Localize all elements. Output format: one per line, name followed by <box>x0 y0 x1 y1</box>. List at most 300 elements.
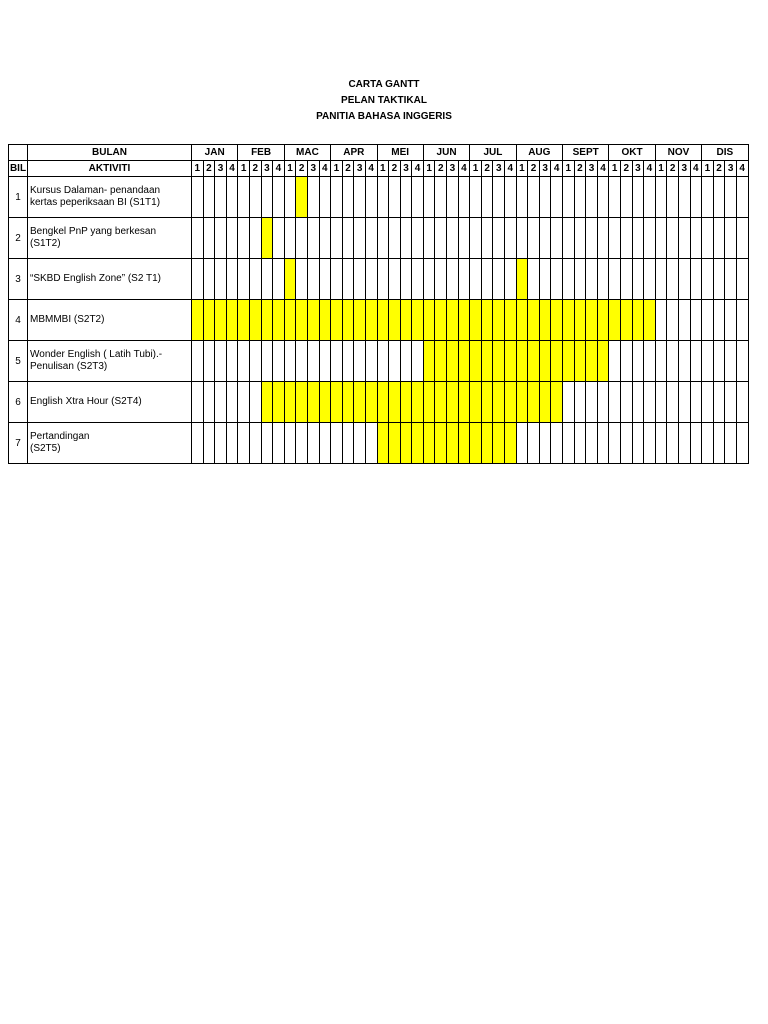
month-header: JUL <box>470 145 516 161</box>
week-cell <box>192 382 204 423</box>
scheduled-week-cell <box>470 382 482 423</box>
scheduled-week-cell <box>597 341 609 382</box>
week-cell <box>644 259 656 300</box>
month-header: NOV <box>655 145 701 161</box>
scheduled-week-cell <box>331 382 343 423</box>
week-cell <box>261 259 273 300</box>
week-cell <box>632 423 644 464</box>
scheduled-week-cell <box>470 423 482 464</box>
week-cell <box>215 341 227 382</box>
week-cell <box>597 259 609 300</box>
scheduled-week-cell <box>481 341 493 382</box>
week-cell <box>226 382 238 423</box>
scheduled-week-cell <box>319 382 331 423</box>
scheduled-week-cell <box>458 423 470 464</box>
activity-name <box>28 300 192 341</box>
activity-row <box>9 259 749 300</box>
scheduled-week-cell <box>574 300 586 341</box>
week-cell <box>284 341 296 382</box>
scheduled-week-cell <box>389 423 401 464</box>
scheduled-week-cell <box>505 341 517 382</box>
week-cell <box>620 177 632 218</box>
scheduled-week-cell <box>423 382 435 423</box>
week-cell <box>597 423 609 464</box>
activity-row <box>9 300 749 341</box>
week-cell <box>563 259 575 300</box>
week-number: 4 <box>226 161 238 177</box>
week-cell <box>192 259 204 300</box>
week-cell <box>307 259 319 300</box>
week-cell <box>539 259 551 300</box>
scheduled-week-cell <box>435 300 447 341</box>
week-cell <box>655 259 667 300</box>
week-cell <box>354 177 366 218</box>
scheduled-week-cell <box>493 300 505 341</box>
week-cell <box>412 218 424 259</box>
week-cell <box>249 341 261 382</box>
week-cell <box>192 177 204 218</box>
month-header: JUN <box>423 145 469 161</box>
scheduled-week-cell <box>284 300 296 341</box>
scheduled-week-cell <box>539 341 551 382</box>
scheduled-week-cell <box>539 382 551 423</box>
week-number: 4 <box>365 161 377 177</box>
week-cell <box>678 300 690 341</box>
scheduled-week-cell <box>354 300 366 341</box>
activity-name <box>28 177 192 218</box>
week-cell <box>597 177 609 218</box>
week-number: 4 <box>551 161 563 177</box>
week-cell <box>516 423 528 464</box>
week-cell <box>736 423 748 464</box>
week-cell <box>493 218 505 259</box>
week-cell <box>609 423 621 464</box>
activity-row <box>9 218 749 259</box>
scheduled-week-cell <box>447 423 459 464</box>
scheduled-week-cell <box>284 382 296 423</box>
week-cell <box>365 177 377 218</box>
scheduled-week-cell <box>574 341 586 382</box>
week-number: 1 <box>377 161 389 177</box>
week-cell <box>423 177 435 218</box>
scheduled-week-cell <box>215 300 227 341</box>
week-cell <box>400 177 412 218</box>
week-cell <box>551 259 563 300</box>
week-number: 4 <box>736 161 748 177</box>
week-number: 4 <box>690 161 702 177</box>
week-number: 4 <box>319 161 331 177</box>
week-cell <box>690 423 702 464</box>
week-number: 1 <box>423 161 435 177</box>
week-cell <box>539 177 551 218</box>
week-cell <box>342 341 354 382</box>
week-cell <box>678 341 690 382</box>
week-cell <box>655 423 667 464</box>
week-cell <box>377 218 389 259</box>
week-cell <box>307 218 319 259</box>
week-cell <box>597 218 609 259</box>
week-cell <box>435 177 447 218</box>
scheduled-week-cell <box>458 300 470 341</box>
week-cell <box>725 218 737 259</box>
activity-name-line: MBMMBI (S2T2) <box>30 314 105 325</box>
week-number: 3 <box>586 161 598 177</box>
week-cell <box>725 382 737 423</box>
scheduled-week-cell <box>447 382 459 423</box>
week-cell <box>238 341 250 382</box>
week-cell <box>667 341 679 382</box>
week-cell <box>192 218 204 259</box>
activity-row <box>9 341 749 382</box>
week-cell <box>528 218 540 259</box>
scheduled-week-cell <box>481 300 493 341</box>
activity-name-line: (S1T2) <box>30 238 61 249</box>
week-cell <box>377 259 389 300</box>
scheduled-week-cell <box>423 300 435 341</box>
week-cell <box>412 259 424 300</box>
scheduled-week-cell <box>389 300 401 341</box>
week-cell <box>447 259 459 300</box>
week-cell <box>192 423 204 464</box>
week-cell <box>678 259 690 300</box>
week-number: 3 <box>678 161 690 177</box>
week-cell <box>447 218 459 259</box>
week-cell <box>528 259 540 300</box>
week-cell <box>690 341 702 382</box>
week-cell <box>632 341 644 382</box>
chart-titles <box>0 77 768 125</box>
scheduled-week-cell <box>563 341 575 382</box>
scheduled-week-cell <box>342 300 354 341</box>
week-cell <box>203 218 215 259</box>
week-number: 4 <box>458 161 470 177</box>
week-cell <box>644 218 656 259</box>
week-cell <box>632 218 644 259</box>
week-cell <box>307 341 319 382</box>
week-cell <box>203 341 215 382</box>
week-cell <box>702 300 714 341</box>
scheduled-week-cell <box>307 382 319 423</box>
week-cell <box>296 259 308 300</box>
week-cell <box>389 341 401 382</box>
week-number: 1 <box>563 161 575 177</box>
scheduled-week-cell <box>481 423 493 464</box>
week-cell <box>458 218 470 259</box>
scheduled-week-cell <box>632 300 644 341</box>
week-cell <box>412 341 424 382</box>
week-cell <box>644 177 656 218</box>
week-cell <box>725 423 737 464</box>
week-cell <box>736 177 748 218</box>
week-number: 1 <box>238 161 250 177</box>
week-cell <box>713 423 725 464</box>
week-cell <box>215 177 227 218</box>
week-cell <box>470 218 482 259</box>
week-cell <box>296 218 308 259</box>
week-number: 3 <box>539 161 551 177</box>
week-cell <box>284 177 296 218</box>
title-line-1: CARTA GANTT <box>348 79 420 90</box>
week-cell <box>412 177 424 218</box>
week-cell <box>644 423 656 464</box>
week-cell <box>470 259 482 300</box>
week-cell <box>354 423 366 464</box>
week-cell <box>586 177 598 218</box>
title-line-3: PANITIA BAHASA INGGERIS <box>316 111 452 122</box>
week-cell <box>203 382 215 423</box>
activity-name <box>28 218 192 259</box>
week-cell <box>354 259 366 300</box>
scheduled-week-cell <box>516 382 528 423</box>
week-cell <box>597 382 609 423</box>
week-cell <box>331 341 343 382</box>
week-cell <box>574 218 586 259</box>
week-cell <box>249 177 261 218</box>
activity-name-line: kertas peperiksaan BI (S1T1) <box>30 197 161 208</box>
scheduled-week-cell <box>377 300 389 341</box>
scheduled-week-cell <box>505 382 517 423</box>
week-number: 3 <box>354 161 366 177</box>
scheduled-week-cell <box>377 382 389 423</box>
scheduled-week-cell <box>470 300 482 341</box>
scheduled-week-cell <box>516 300 528 341</box>
week-cell <box>493 259 505 300</box>
week-cell <box>389 177 401 218</box>
week-cell <box>470 177 482 218</box>
week-cell <box>551 218 563 259</box>
week-number: 2 <box>481 161 493 177</box>
week-cell <box>528 423 540 464</box>
scheduled-week-cell <box>493 423 505 464</box>
activity-number: 3 <box>9 259 28 300</box>
scheduled-week-cell <box>203 300 215 341</box>
week-cell <box>563 382 575 423</box>
month-header: MEI <box>377 145 423 161</box>
week-cell <box>667 423 679 464</box>
week-cell <box>238 423 250 464</box>
week-cell <box>632 177 644 218</box>
week-cell <box>481 177 493 218</box>
week-number: 1 <box>331 161 343 177</box>
week-cell <box>284 423 296 464</box>
activity-name <box>28 423 192 464</box>
week-number: 3 <box>261 161 273 177</box>
week-cell <box>667 300 679 341</box>
week-cell <box>632 382 644 423</box>
week-number: 1 <box>655 161 667 177</box>
week-cell <box>273 177 285 218</box>
week-cell <box>307 177 319 218</box>
week-cell <box>261 177 273 218</box>
week-cell <box>342 423 354 464</box>
scheduled-week-cell <box>609 300 621 341</box>
week-cell <box>516 218 528 259</box>
scheduled-week-cell <box>597 300 609 341</box>
week-cell <box>620 218 632 259</box>
week-cell <box>563 423 575 464</box>
scheduled-week-cell <box>551 300 563 341</box>
week-cell <box>678 177 690 218</box>
week-cell <box>319 341 331 382</box>
activity-number: 5 <box>9 341 28 382</box>
scheduled-week-cell <box>516 341 528 382</box>
gantt-table <box>8 144 749 464</box>
scheduled-week-cell <box>493 382 505 423</box>
activity-row <box>9 423 749 464</box>
week-cell <box>644 341 656 382</box>
week-number: 1 <box>609 161 621 177</box>
week-cell <box>215 423 227 464</box>
scheduled-week-cell <box>261 300 273 341</box>
week-cell <box>713 177 725 218</box>
week-cell <box>447 177 459 218</box>
week-cell <box>539 423 551 464</box>
week-cell <box>620 259 632 300</box>
week-cell <box>702 259 714 300</box>
week-cell <box>609 218 621 259</box>
week-cell <box>702 423 714 464</box>
week-number: 2 <box>713 161 725 177</box>
week-cell <box>620 382 632 423</box>
week-cell <box>563 218 575 259</box>
week-cell <box>678 218 690 259</box>
scheduled-week-cell <box>586 341 598 382</box>
week-number: 3 <box>725 161 737 177</box>
week-cell <box>574 259 586 300</box>
week-cell <box>505 259 517 300</box>
scheduled-week-cell <box>620 300 632 341</box>
week-cell <box>667 259 679 300</box>
week-number: 2 <box>296 161 308 177</box>
week-number: 1 <box>516 161 528 177</box>
week-cell <box>354 218 366 259</box>
week-cell <box>736 300 748 341</box>
week-cell <box>331 423 343 464</box>
scheduled-week-cell <box>423 423 435 464</box>
month-header: APR <box>331 145 377 161</box>
week-cell <box>702 218 714 259</box>
week-cell <box>238 177 250 218</box>
week-cell <box>620 423 632 464</box>
activity-row <box>9 382 749 423</box>
month-header: JAN <box>192 145 238 161</box>
week-cell <box>423 259 435 300</box>
scheduled-week-cell <box>586 300 598 341</box>
week-cell <box>400 218 412 259</box>
week-cell <box>528 177 540 218</box>
week-number: 4 <box>505 161 517 177</box>
activity-number: 2 <box>9 218 28 259</box>
week-number: 3 <box>493 161 505 177</box>
scheduled-week-cell <box>493 341 505 382</box>
week-cell <box>690 382 702 423</box>
week-cell <box>331 259 343 300</box>
title-line-2: PELAN TAKTIKAL <box>341 95 427 106</box>
week-cell <box>215 259 227 300</box>
week-cell <box>667 177 679 218</box>
scheduled-week-cell <box>400 423 412 464</box>
week-cell <box>203 259 215 300</box>
week-cell <box>249 259 261 300</box>
scheduled-week-cell <box>377 423 389 464</box>
week-cell <box>725 300 737 341</box>
week-cell <box>458 259 470 300</box>
week-cell <box>655 300 667 341</box>
week-cell <box>319 259 331 300</box>
week-cell <box>667 382 679 423</box>
activity-name-line: English Xtra Hour (S2T4) <box>30 396 142 407</box>
scheduled-week-cell <box>470 341 482 382</box>
scheduled-week-cell <box>365 300 377 341</box>
week-cell <box>296 341 308 382</box>
activity-number: 7 <box>9 423 28 464</box>
week-cell <box>690 259 702 300</box>
week-cell <box>574 423 586 464</box>
week-cell <box>481 218 493 259</box>
week-cell <box>609 177 621 218</box>
week-cell <box>481 259 493 300</box>
scheduled-week-cell <box>412 423 424 464</box>
bil-header-blank <box>9 145 28 161</box>
week-cell <box>574 382 586 423</box>
activity-name-line: Penulisan (S2T3) <box>30 361 108 372</box>
scheduled-week-cell <box>516 259 528 300</box>
week-cell <box>238 382 250 423</box>
week-cell <box>435 259 447 300</box>
week-cell <box>389 218 401 259</box>
week-cell <box>226 341 238 382</box>
week-cell <box>609 382 621 423</box>
scheduled-week-cell <box>423 341 435 382</box>
week-cell <box>192 341 204 382</box>
week-cell <box>505 177 517 218</box>
week-cell <box>667 218 679 259</box>
week-cell <box>261 423 273 464</box>
scheduled-week-cell <box>365 382 377 423</box>
scheduled-week-cell <box>273 382 285 423</box>
week-cell <box>713 218 725 259</box>
scheduled-week-cell <box>505 300 517 341</box>
scheduled-week-cell <box>296 300 308 341</box>
week-cell <box>458 177 470 218</box>
week-cell <box>226 177 238 218</box>
week-number: 1 <box>192 161 204 177</box>
bil-label: BIL <box>9 161 28 177</box>
scheduled-week-cell <box>319 300 331 341</box>
week-cell <box>690 177 702 218</box>
week-cell <box>702 341 714 382</box>
bulan-label: BULAN <box>28 145 192 161</box>
week-cell <box>539 218 551 259</box>
week-number: 2 <box>249 161 261 177</box>
week-cell <box>226 423 238 464</box>
week-cell <box>563 177 575 218</box>
week-cell <box>736 259 748 300</box>
week-number: 2 <box>620 161 632 177</box>
week-cell <box>331 177 343 218</box>
scheduled-week-cell <box>551 341 563 382</box>
week-cell <box>365 218 377 259</box>
scheduled-week-cell <box>192 300 204 341</box>
week-cell <box>273 341 285 382</box>
week-cell <box>702 382 714 423</box>
scheduled-week-cell <box>273 300 285 341</box>
week-cell <box>365 259 377 300</box>
week-cell <box>226 259 238 300</box>
week-cell <box>655 218 667 259</box>
week-cell <box>655 382 667 423</box>
scheduled-week-cell <box>481 382 493 423</box>
